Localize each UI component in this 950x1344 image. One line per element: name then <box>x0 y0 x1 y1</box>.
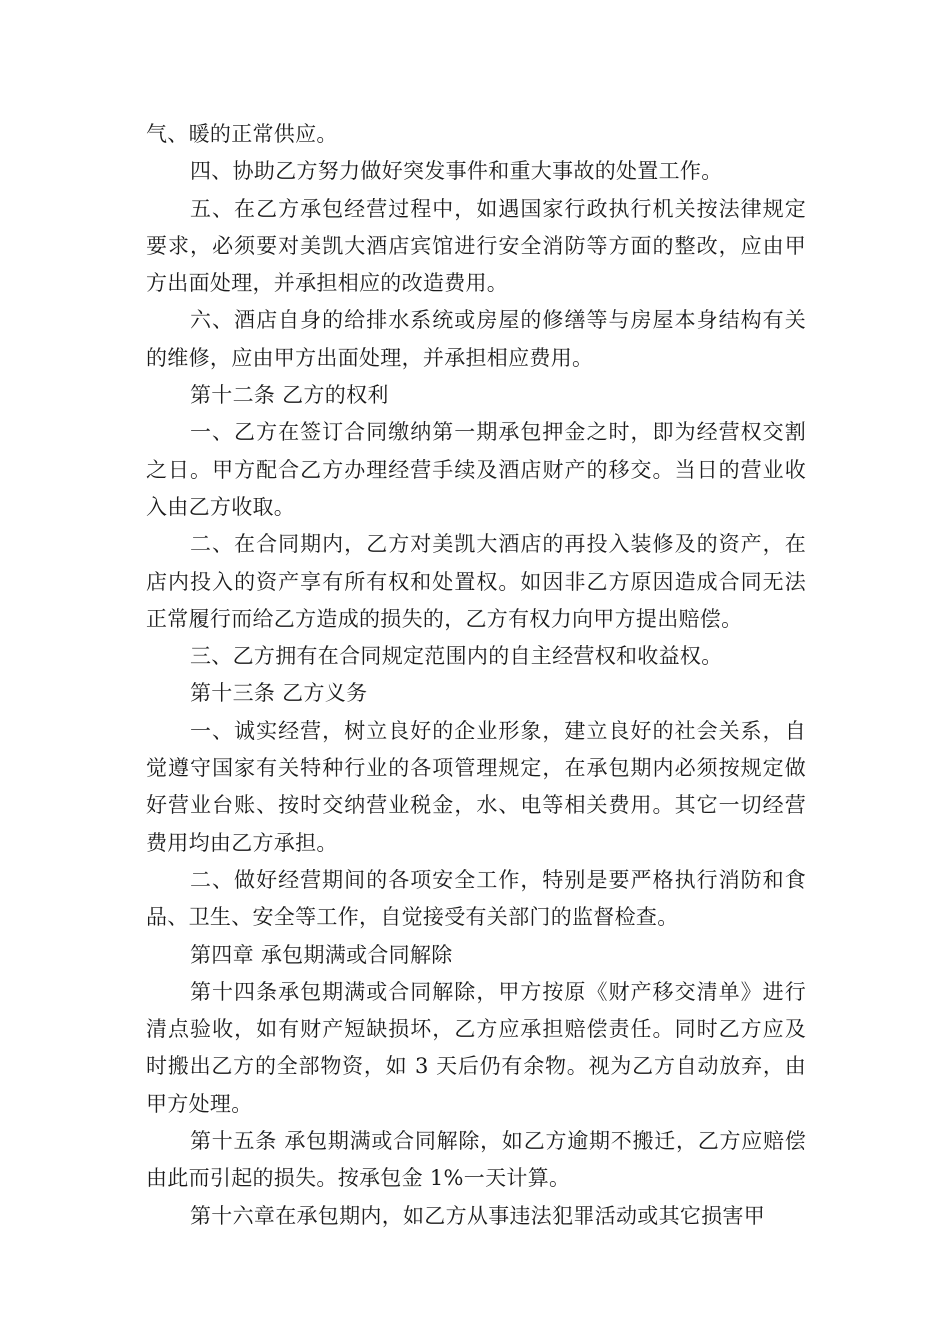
paragraph-15: 第十六章在承包期内，如乙方从事违法犯罪活动或其它损害甲 <box>190 1203 766 1228</box>
chapter-heading-4: 第四章 承包期满或合同解除 <box>190 942 453 967</box>
paragraph-6: 一、乙方在签订合同缴纳第一期承包押金之时，即为经营权交割之日。甲方配合乙方办理经营手续及酒店财产的移交。当日的营业收入由乙方收取。 <box>146 420 806 519</box>
section-heading-article-13: 第十三条 乙方义务 <box>190 681 368 706</box>
section-heading-article-12: 第十二条 乙方的权利 <box>190 383 389 408</box>
paragraph-4: 六、酒店自身的给排水系统或房屋的修缮等与房屋本身结构有关的维修，应由甲方出面处理，并承担相应费用。 <box>146 308 806 370</box>
paragraph-10: 一、诚实经营，树立良好的企业形象，建立良好的社会关系，自觉遵守国家有关特种行业的各项管理规定，在承包期内必须按规定做好营业台账、按时交纳营业税金，水、电等相关费用。其它一切经营费用均由乙方承担。 <box>146 718 806 855</box>
paragraph-13: 第十四条承包期满或合同解除，甲方按原《财产移交清单》进行清点验收，如有财产短缺损坏，乙方应承担赔偿责任。同时乙方应及时搬出乙方的全部物资，如 3 天后仍有余物。视为乙方自动放弃，由甲方处理。 <box>146 979 806 1116</box>
paragraph-7: 二、在合同期内，乙方对美凯大酒店的再投入装修及的资产，在店内投入的资产享有所有权和处置权。如因非乙方原因造成合同无法正常履行而给乙方造成的损失的，乙方有权力向甲方提出赔偿。 <box>146 532 806 631</box>
document-body <box>146 116 806 1235</box>
paragraph-3: 五、在乙方承包经营过程中，如遇国家行政执行机关按法律规定要求，必须要对美凯大酒店宾馆进行安全消防等方面的整改，应由甲方出面处理，并承担相应的改造费用。 <box>146 196 806 296</box>
paragraph-1: 气、暖的正常供应。 <box>146 122 338 146</box>
paragraph-14: 第十五条 承包期满或合同解除，如乙方逾期不搬迁，乙方应赔偿由此而引起的损失。按承包金 1%一天计算。 <box>146 1129 806 1191</box>
paragraph-11: 二、做好经营期间的各项安全工作，特别是要严格执行消防和食品、卫生、安全等工作，自觉接受有关部门的监督检查。 <box>146 867 806 930</box>
paragraph-2: 四、协助乙方努力做好突发事件和重大事故的处置工作。 <box>190 159 723 184</box>
paragraph-8: 三、乙方拥有在合同规定范围内的自主经营权和收益权。 <box>190 644 723 669</box>
